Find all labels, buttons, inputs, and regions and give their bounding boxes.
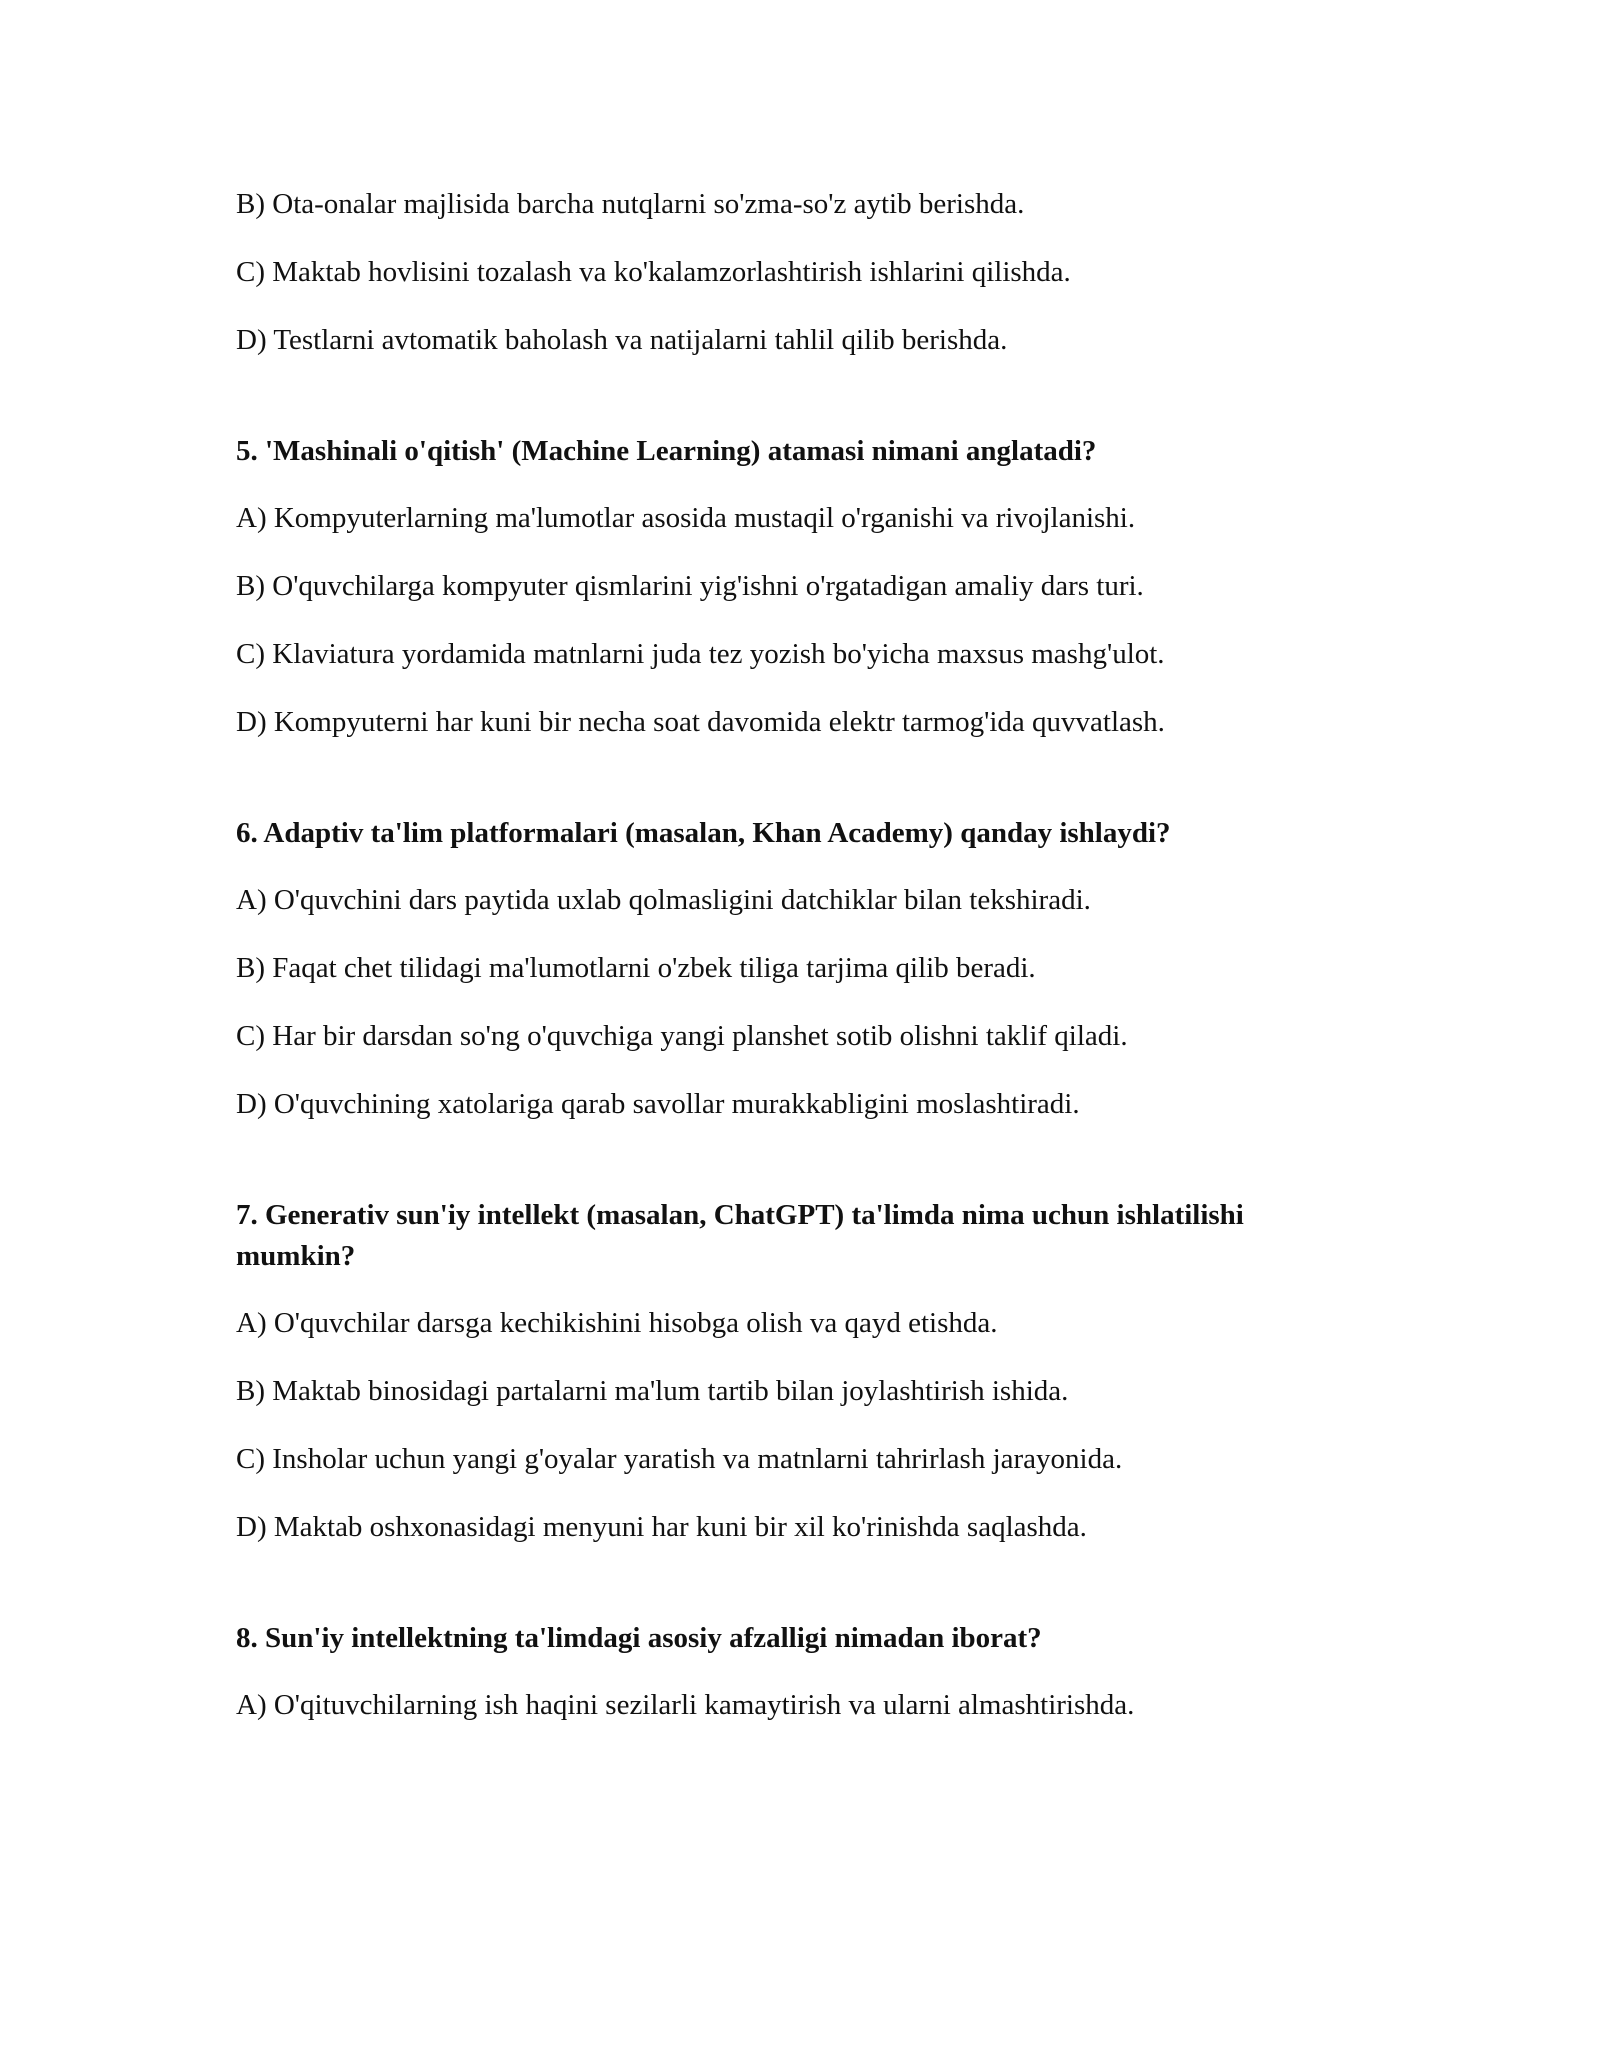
question-block-4-continued [236, 185, 1366, 359]
answer-option: D) Testlarni avtomatik baholash va natijalarni tahlil qilib berishda. [236, 324, 1008, 356]
answer-option: B) Faqat chet tilidagi ma'lumotlarni o'zbek tiliga tarjima qilib beradi. [236, 952, 1036, 984]
question-title: 5. 'Mashinali o'qitish' (Machine Learning) atamasi nimani anglatadi? [236, 435, 1097, 467]
question-block-8 [236, 1618, 1366, 1724]
question-title: 7. Generativ sun'iy intellekt (masalan, ChatGPT) ta'limda nima uchun ishlatilishi mumkin? [236, 1199, 1244, 1272]
answer-option: D) O'quvchining xatolariga qarab savollar murakkabligini moslashtiradi. [236, 1088, 1080, 1120]
question-title: 6. Adaptiv ta'lim platformalari (masalan, Khan Academy) qanday ishlaydi? [236, 817, 1171, 849]
answer-option: A) O'qituvchilarning ish haqini sezilarli kamaytirish va ularni almashtirishda. [236, 1689, 1135, 1721]
answer-option: A) Kompyuterlarning ma'lumotlar asosida mustaqil o'rganishi va rivojlanishi. [236, 502, 1136, 534]
answer-option: D) Kompyuterni har kuni bir necha soat davomida elektr tarmog'ida quvvatlash. [236, 706, 1165, 738]
answer-option: C) Insholar uchun yangi g'oyalar yaratish va matnlarni tahrirlash jarayonida. [236, 1443, 1123, 1475]
answer-option: A) O'quvchini dars paytida uxlab qolmasligini datchiklar bilan tekshiradi. [236, 884, 1091, 916]
question-block-7 [236, 1195, 1366, 1546]
question-title: 8. Sun'iy intellektning ta'limdagi asosiy afzalligi nimadan iborat? [236, 1622, 1042, 1654]
question-block-6 [236, 813, 1366, 1123]
answer-option: C) Har bir darsdan so'ng o'quvchiga yangi planshet sotib olishni taklif qiladi. [236, 1020, 1128, 1052]
answer-option: B) O'quvchilarga kompyuter qismlarini yig'ishni o'rgatadigan amaliy dars turi. [236, 570, 1144, 602]
question-block-5 [236, 431, 1366, 741]
answer-option: A) O'quvchilar darsga kechikishini hisobga olish va qayd etishda. [236, 1307, 998, 1339]
answer-option: C) Maktab hovlisini tozalash va ko'kalamzorlashtirish ishlarini qilishda. [236, 256, 1071, 288]
quiz-content [236, 185, 1366, 1754]
answer-option: C) Klaviatura yordamida matnlarni juda tez yozish bo'yicha maxsus mashg'ulot. [236, 638, 1165, 670]
answer-option: B) Ota-onalar majlisida barcha nutqlarni so'zma-so'z aytib berishda. [236, 188, 1025, 220]
answer-option: B) Maktab binosidagi partalarni ma'lum tartib bilan joylashtirish ishida. [236, 1375, 1069, 1407]
answer-option: D) Maktab oshxonasidagi menyuni har kuni bir xil ko'rinishda saqlashda. [236, 1511, 1087, 1543]
